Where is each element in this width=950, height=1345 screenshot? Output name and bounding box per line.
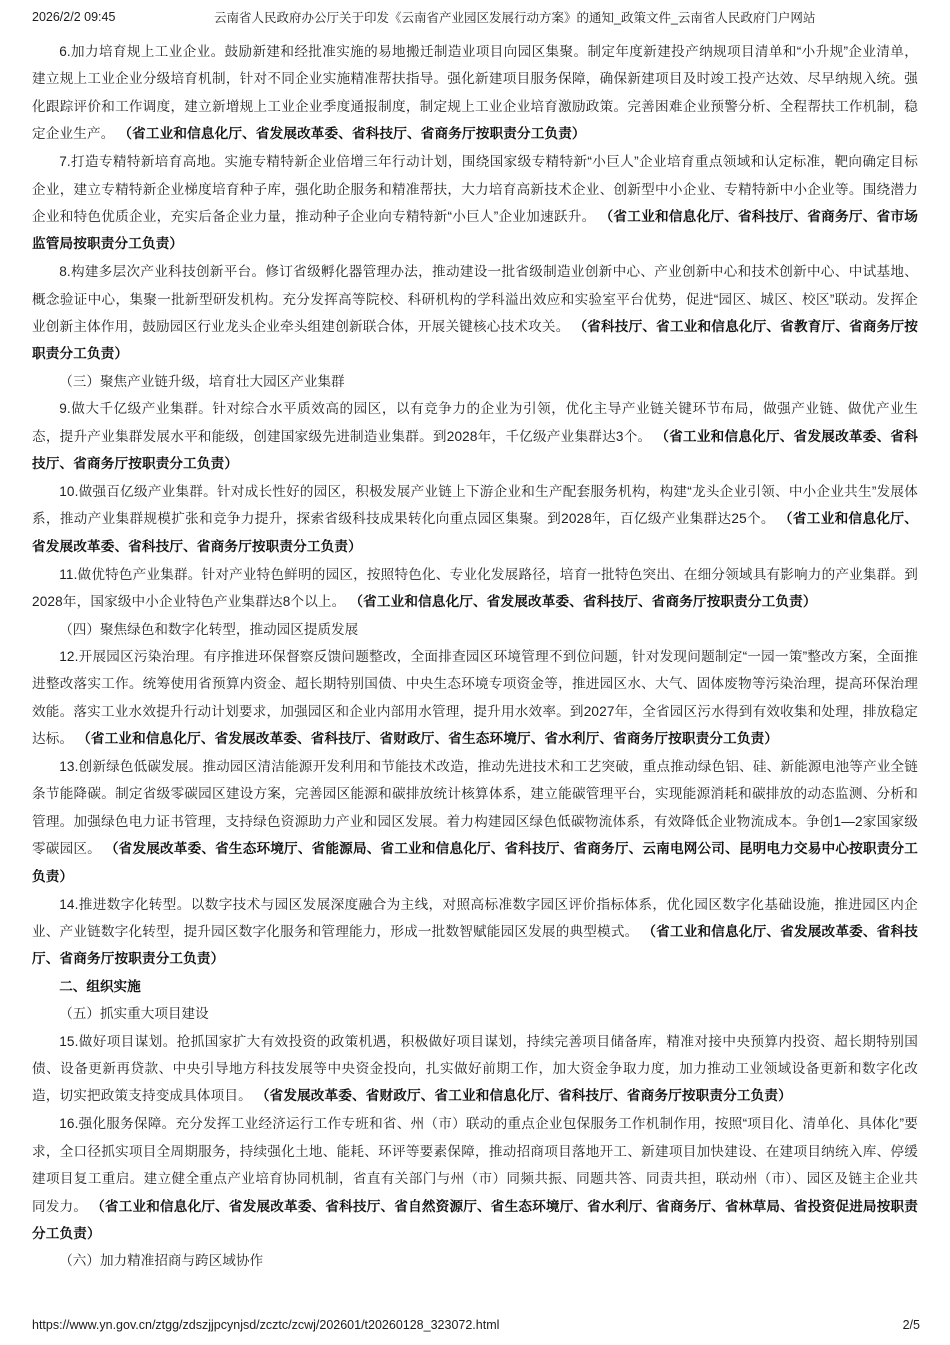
paragraph-text: 8.构建多层次产业科技创新平台。修订省级孵化器管理办法，推动建设一批省级制造业创新中心、产业创新中心和技术创新中心、中试基地、概念验证中心，集聚一批新型研发机构。充分发挥高等院校、科研机构的学科溢出效应和实验室平台优势，促进“园区、城区、校区”联动。发挥企业创新主体作用，鼓励园区行业龙头企业牵头组建创新联合体，开展关键核心技术攻关。 [32,264,918,335]
body-paragraph [32,38,918,148]
paragraph-text: 15.做好项目谋划。抢抓国家扩大有效投资的政策机遇，积极做好项目谋划，持续完善项目储备库，精准对接中央预算内投资、超长期特别国债、设备更新再贷款、中央引导地方科技发展等中央资金投向，扎实做好前期工作，加大资金争取力度，加力推动工业领域设备更新和数字化改造，切实把政策支持变成具体项目。 [32,1033,918,1104]
responsible-agencies: （省工业和信息化厅、省发展改革委、省科技厅、省商务厅按职责分工负责） [32,428,918,472]
paragraph-text: 16.强化服务保障。充分发挥工业经济运行工作专班和省、州（市）联动的重点企业包保服务工作机制作用，按照“项目化、清单化、具体化”要求，全口径抓实项目全周期服务，持续强化土地、能耗、环评等要素保障，推动招商项目落地开工、新建项目加快建设、在建项目纳统入库、停缓建项目复工重启。建立健全重点产业培育协同机制，省直有关部门与州（市）同频共振、同题共答、同责共担，联动州（市）、园区及链主企业共同发力。 [32,1116,918,1214]
responsible-agencies: （省发展改革委、省生态环境厅、省能源局、省工业和信息化厅、省科技厅、省商务厅、云南电网公司、昆明电力交易中心按职责分工负责） [32,841,919,884]
paragraph-text: 13.创新绿色低碳发展。推动园区清洁能源开发利用和节能技术改造，推动先进技术和工艺突破，重点推动绿色铝、硅、新能源电池等产业全链条节能降碳。制定省级零碳园区建设方案，完善园区能源和碳排放统计核算体系，建立能碳管理平台，实现能源消耗和碳排放的动态监测、分析和管理。加强绿色电力证书管理，支持绿色资源助力产业和园区发展。着力构建园区绿色低碳物流体系，有效降低企业物流成本。争创1—2家国家级零碳园区。 [32,759,918,857]
subsection-heading [32,1247,918,1274]
body-paragraph [32,643,918,753]
body-paragraph [32,258,918,368]
body-paragraph [32,395,918,477]
source-url: https://www.yn.gov.cn/ztgg/zdszjjpcynjsd/zcztc/zcwj/202601/t20260128_323072.html [32,1318,500,1332]
paragraph-text: 12.开展园区污染治理。有序推进环保督察反馈问题整改，全面排查园区环境管理不到位问题，针对发现问题制定“一园一策”整改方案，全面推进整改落实工作。统筹使用省预算内资金、超长期特别国债、中央生态环境专项资金等，推进园区水、大气、固体废物等污染治理，提高环保治理效能。落实工业水效提升行动计划要求，加强园区和企业内部用水管理，提升用水效率。到2027年，全省园区污水得到有效收集和处理，排放稳定达标。 [32,648,918,747]
responsible-agencies: （省发展改革委、省财政厅、省工业和信息化厅、省科技厅、省商务厅按职责分工负责） [251,1088,792,1104]
paragraph-text: 14.推进数字化转型。以数字技术与园区发展深度融合为主线，对照高标准数字园区评价指标体系，优化园区数字化基础设施，推进园区内企业、产业链数字化转型，提升园区数字化服务和管理能力，形成一批数智赋能园区发展的典型模式。 [32,896,918,939]
body-paragraph [32,1110,918,1247]
responsible-agencies: （省工业和信息化厅、省发展改革委、省科技厅、省商务厅按职责分工负责） [32,924,918,967]
body-paragraph [32,561,918,616]
body-paragraph [32,891,918,973]
paragraph-text: （四）聚焦绿色和数字化转型，推动园区提质发展 [59,621,359,637]
subsection-heading [32,1000,918,1027]
paragraph-text: 9.做大千亿级产业集群。针对综合水平质效高的园区，以有竞争力的企业为引领，优化主导产业链关键环节布局，做强产业链、做优产业生态，提升产业集群发展水平和能级，创建国家级先进制造业集群。到2028年，千亿级产业集群达3个。 [32,401,918,444]
document-body [0,34,950,1305]
paragraph-text: （六）加力精准招商与跨区域协作 [59,1253,264,1269]
section-heading [32,973,918,1000]
paragraph-text: （五）抓实重大项目建设 [59,1006,209,1022]
page-number: 2/5 [902,1318,920,1332]
body-paragraph [32,478,918,560]
paragraph-text: 11.做优特色产业集群。针对产业特色鲜明的园区，按照特色化、专业化发展路径，培育一批特色突出、在细分领域具有影响力的产业集群。到2028年，国家级中小企业特色产业集群达8个以上。 [32,566,918,610]
paragraph-text: 7.打造专精特新培育高地。实施专精特新企业倍增三年行动计划，围绕国家级专精特新“小巨人”企业培育重点领域和认定标准，靶向确定目标企业，建立专精特新企业梯度培育种子库，强化助企服务和精准帮扶，大力培育高新技术企业、创新型中小企业、专精特新中小企业等。围绕潜力企业和特色优质企业，充实后备企业力量，推动种子企业向专精特新“小巨人”企业加速跃升。 [32,154,918,224]
responsible-agencies: （省工业和信息化厅、省发展改革委、省科技厅、省自然资源厅、省生态环境厅、省水利厅、省商务厅、省林草局、省投资促进局按职责分工负责） [32,1198,919,1241]
body-paragraph [32,753,918,890]
responsible-agencies: （省科技厅、省工业和信息化厅、省教育厅、省商务厅按职责分工负责） [32,319,918,362]
subsection-heading [32,616,918,643]
paragraph-text: 10.做强百亿级产业集群。针对成长性好的园区，积极发展产业链上下游企业和生产配套服务机构，构建“龙头企业引领、中小企业共生”发展体系，推动产业集群规模扩张和竞争力提升，探索省级科技成果转化向重点园区集聚。到2028年，百亿级产业集群达25个。 [32,484,918,527]
responsible-agencies: （省工业和信息化厅、省科技厅、省商务厅、省市场监管局按职责分工负责） [32,208,919,252]
print-footer [0,1305,950,1345]
print-header [0,0,950,34]
body-paragraph [32,1028,918,1110]
print-timestamp: 2026/2/2 09:45 [32,10,116,24]
paragraph-text: 6.加力培育规上工业企业。鼓励新建和经批准实施的易地搬迁制造业项目向园区集聚。制定年度新建投产纳规项目清单和“小升规”企业清单，建立规上工业企业分级培育机制，针对不同企业实施精准帮扶指导。强化新建项目服务保障，确保新建项目及时竣工投产达效、尽早纳规入统。强化跟踪评价和工作调度，建立新增规上工业企业季度通报制度，制定规上工业企业培育激励政策。完善困难企业预警分析、全程帮扶工作机制，稳定企业生产。 [32,44,918,142]
responsible-agencies: （省工业和信息化厅、省发展改革委、省科技厅、省商务厅按职责分工负责） [345,594,817,610]
body-paragraph [32,148,918,258]
page-title: 云南省人民政府办公厅关于印发《云南省产业园区发展行动方案》的通知_政策文件_云南省人民政府门户网站 [214,11,816,25]
paragraph-text: 二、组织实施 [59,978,141,994]
responsible-agencies: （省工业和信息化厅、省发展改革委、省科技厅、省商务厅按职责分工负责） [114,126,586,142]
subsection-heading [32,368,918,395]
responsible-agencies: （省工业和信息化厅、省发展改革委、省科技厅、省财政厅、省生态环境厅、省水利厅、省商务厅按职责分工负责） [73,731,779,747]
responsible-agencies: （省工业和信息化厅、省发展改革委、省科技厅、省商务厅按职责分工负责） [32,511,918,554]
paragraph-text: （三）聚焦产业链升级，培育壮大园区产业集群 [59,373,345,389]
